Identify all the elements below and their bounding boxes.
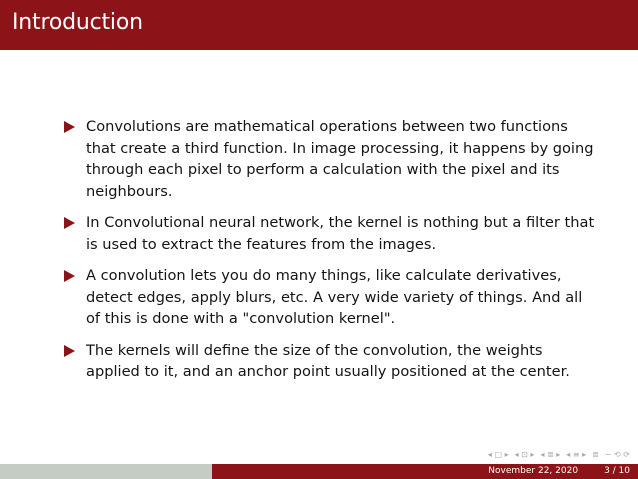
bullet-item (60, 265, 600, 330)
beamer-navigation (488, 449, 630, 461)
title-bar (0, 0, 638, 50)
bullet-list (60, 116, 600, 393)
frame-prev-icon[interactable]: ◂ □ ▸ (487, 450, 509, 459)
search-icon[interactable]: ∽ ⟲ ⟳ (604, 450, 630, 459)
align-icon[interactable]: ≣ (592, 450, 599, 459)
bullet-text: The kernels will define the size of the convolution, the weights applied to it, and an anchor point usually positioned at the center. (86, 341, 570, 380)
triangle-bullet-icon (64, 345, 75, 357)
footer-middle-segment (212, 464, 424, 479)
triangle-bullet-icon (64, 121, 75, 133)
footer-date: November 22, 2020 (488, 466, 579, 476)
bullet-item (60, 212, 600, 255)
section-next-icon[interactable]: ◂ ≡ ▸ (566, 450, 587, 459)
subsection-nav-icon[interactable]: ◂ ⊡ ▸ (514, 450, 535, 459)
bullet-item (60, 340, 600, 383)
bullet-text: In Convolutional neural network, the kernel is nothing but a filter that is used to extract the features from the images. (86, 214, 595, 253)
bullet-item (60, 116, 600, 202)
bullet-text: A convolution lets you do many things, like calculate derivatives, detect edges, apply blurs, etc. A very wide variety of things. And all of this is done with a "convolution kernel". (86, 267, 583, 327)
bullet-text: Convolutions are mathematical operations between two functions that create a third function. In image processing, it happens by going through each pixel to perform a calculation with the pixel and its neighbours. (86, 118, 594, 200)
triangle-bullet-icon (64, 270, 75, 282)
triangle-bullet-icon (64, 217, 75, 229)
page-number: 3 / 10 (604, 466, 630, 476)
footer-right-segment (424, 464, 638, 479)
section-nav-icon[interactable]: ◂ ≣ ▸ (540, 450, 561, 459)
footer-left-segment (0, 464, 212, 479)
slide-title: Introduction (12, 10, 143, 35)
footer-bar (0, 464, 638, 479)
